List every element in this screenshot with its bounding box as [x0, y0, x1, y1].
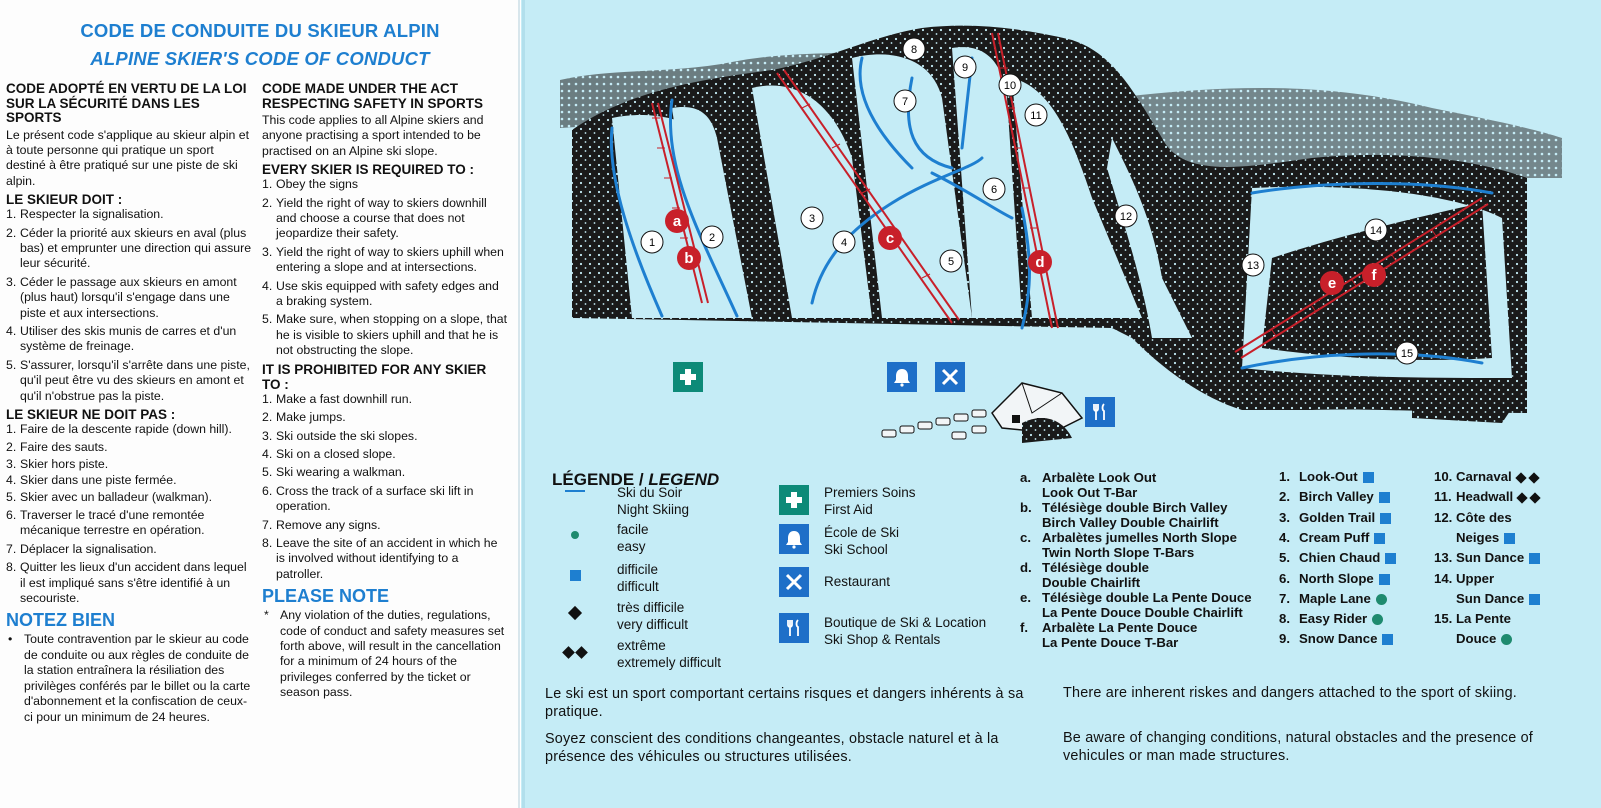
- item-text: Obey the signs: [276, 177, 359, 192]
- trail-marker: [954, 56, 976, 78]
- trail-marker: [701, 226, 723, 248]
- legend-ski-school: [824, 525, 899, 558]
- trail-marker: [833, 231, 855, 253]
- first-aid-icon: [779, 485, 809, 515]
- svg-text:13: 13: [1246, 260, 1260, 272]
- item-text: Yield the right of way to skiers downhill and choose a course that does not jeopardize their safety.: [276, 195, 487, 241]
- lift-en: La Pente Douce T-Bar: [1042, 635, 1179, 650]
- item-number: 5.: [262, 312, 273, 327]
- item-number: 4.: [262, 446, 273, 461]
- trail-name: Birch Valley: [1299, 489, 1374, 505]
- item-number: 4.: [262, 278, 273, 293]
- french-column: [6, 82, 252, 725]
- legend-fr: très difficile: [617, 600, 685, 615]
- lift-fr: Arbalète La Pente Douce: [1042, 620, 1198, 635]
- trail-item: [1279, 591, 1387, 606]
- item-text: Traverser le tracé d'une remontée mécanique terrestre en opération.: [20, 508, 205, 538]
- trail-marker: [1115, 205, 1137, 227]
- item-text: Leave the site of an accident in which he is involved without identifying to a patroller.: [276, 535, 498, 581]
- blue-square-icon: [1380, 513, 1391, 524]
- item-text: Make jumps.: [276, 410, 346, 425]
- trail-item: [1279, 530, 1385, 545]
- item-text: Ski on a closed slope.: [276, 446, 396, 461]
- english-must-heading: EVERY SKIER IS REQUIRED TO :: [262, 162, 475, 178]
- lift-fr: Télésiège double: [1042, 560, 1149, 575]
- note-text: Any violation of the duties, regulations, code of conduct and safety measures set forth above, will result in the cancellation for a minimum of 24 hours of the privileges conferred by the ticket or season pass.: [280, 608, 505, 700]
- english-mustnot-heading: IT IS PROHIBITED FOR ANY SKIER TO :: [262, 361, 487, 392]
- item-text: Remove any signs.: [276, 517, 381, 532]
- item-text: Skier avec un balladeur (walkman).: [20, 489, 213, 504]
- list-item: [6, 207, 252, 222]
- list-item: [262, 465, 508, 480]
- legend-first-aid: [824, 485, 916, 518]
- blue-square-icon: [1529, 553, 1540, 564]
- svg-text:14: 14: [1369, 225, 1383, 237]
- item-text: Céder la priorité aux skieurs en aval (plus bas) et emprunter une direction qui assure leur sécurité.: [20, 225, 252, 271]
- trail-marker: [1025, 104, 1047, 126]
- item-text: Make sure, when stopping on a slope, that he is visible to skiers uphill and that he is not obstructing the slope.: [276, 312, 508, 358]
- warning-en-2: Be aware of changing conditions, natural obstacles and the presence of vehicules or man made structures.: [1063, 730, 1534, 764]
- lift-key: d.: [1020, 560, 1032, 575]
- legend-easy: [617, 522, 649, 555]
- ski-shop-icon: [1085, 397, 1115, 427]
- lift-fr: Télésiège double Birch Valley: [1042, 500, 1228, 515]
- warning-fr-2: Soyez conscient des conditions changeantes, obstacle naturel et à la présence des véhicules ou structures utilisées.: [545, 731, 999, 765]
- legend-en: easy: [617, 538, 646, 554]
- black-diamond-symbol: [560, 599, 590, 627]
- item-number: 1.: [262, 391, 273, 406]
- trail-number: 15.: [1434, 611, 1453, 627]
- blue-square-symbol: [560, 561, 590, 589]
- french-must-heading: LE SKIEUR DOIT :: [6, 192, 123, 208]
- trail-name: Neiges: [1456, 529, 1500, 545]
- blue-square-icon: [1385, 553, 1396, 564]
- trail-item: [1434, 631, 1512, 646]
- item-text: Céder le passage aux skieurs en amont (plus haut) lorsqu'il s'engage dans une piste et aux intersections.: [20, 274, 237, 320]
- legend-en: very difficult: [617, 616, 689, 632]
- french-heading: CODE ADOPTÉ EN VERTU DE LA LOI SUR LA SÉCURITÉ DANS LES SPORTS: [6, 81, 247, 125]
- list-item: [262, 392, 508, 407]
- lift-marker: [665, 209, 689, 233]
- french-note: [6, 632, 252, 724]
- blue-square-icon: [1504, 533, 1515, 544]
- trail-name: Upper: [1456, 570, 1495, 586]
- blue-square-icon: [1379, 574, 1390, 585]
- trail-name: Sun Dance: [1456, 590, 1525, 606]
- list-item: [6, 473, 252, 488]
- green-dot-symbol: [560, 521, 590, 549]
- svg-text:9: 9: [961, 62, 969, 74]
- blue-square-icon: [1363, 472, 1374, 483]
- trail-name: Côte des: [1456, 509, 1512, 525]
- double-diamond-icon: [1518, 490, 1539, 505]
- lift-en: La Pente Douce Double Chairlift: [1042, 605, 1243, 620]
- trail-number: 4.: [1279, 529, 1290, 545]
- item-number: 6.: [6, 508, 17, 523]
- lift-marker: [878, 226, 902, 250]
- svg-text:b: b: [684, 250, 694, 267]
- list-item: [6, 440, 252, 455]
- trail-item: [1434, 510, 1512, 525]
- lift-en: Look Out T-Bar: [1042, 485, 1138, 500]
- english-must-list: [262, 177, 508, 358]
- list-item: [262, 245, 508, 276]
- item-number: 2.: [262, 195, 273, 210]
- svg-text:2: 2: [708, 232, 716, 244]
- english-note-heading: PLEASE NOTE: [262, 586, 390, 607]
- svg-text:e: e: [1327, 275, 1337, 292]
- trail-name: Easy Rider: [1299, 611, 1368, 627]
- trail-name: Snow Dance: [1299, 631, 1378, 647]
- blue-square-icon: [1374, 533, 1385, 544]
- legend-restaurant: [824, 574, 890, 591]
- item-number: 7.: [6, 541, 17, 556]
- lift-fr: Télésiège double La Pente Douce: [1042, 590, 1252, 605]
- trail-item: [1279, 550, 1396, 565]
- trail-item: [1434, 571, 1494, 586]
- english-intro: This code applies to all Alpine skiers and anyone practising a sport intended to be practised on an Alpine ski slope.: [262, 113, 484, 158]
- ski-shop-icon: [779, 613, 809, 643]
- legend-fr: extrême: [617, 638, 666, 653]
- title-english: ALPINE SKIER'S CODE OF CONDUCT: [90, 48, 430, 69]
- item-number: 2.: [6, 225, 17, 240]
- legend-fr: École de Ski: [824, 525, 900, 540]
- ski-area-map: [552, 18, 1572, 458]
- legend-en: Ski School: [824, 541, 888, 557]
- list-item: [262, 484, 508, 515]
- lift-key: b.: [1020, 500, 1032, 515]
- item-number: 3.: [262, 428, 273, 443]
- list-item: [262, 410, 508, 425]
- trail-name: Chien Chaud: [1299, 550, 1381, 566]
- legend-en: First Aid: [824, 501, 873, 517]
- trail-name: Look-Out: [1299, 469, 1358, 484]
- trail-number: 1.: [1279, 469, 1290, 484]
- list-item: [262, 177, 508, 192]
- french-mustnot-list: [6, 422, 252, 606]
- lift-fr: Arbalète Look Out: [1042, 470, 1157, 485]
- trail-item: [1279, 611, 1383, 626]
- list-item: [6, 358, 252, 404]
- item-text: Yield the right of way to skiers uphill when entering a slope and at intersections.: [276, 244, 504, 275]
- trail-marker: [983, 178, 1005, 200]
- lift-key: c.: [1020, 530, 1031, 545]
- trail-marker: [1396, 342, 1418, 364]
- item-number: 4.: [6, 473, 17, 488]
- lift-fr: Arbalètes jumelles North Slope: [1042, 530, 1237, 545]
- trail-marker: [940, 250, 962, 272]
- page-fold: [522, 0, 525, 808]
- trail-marker: [641, 231, 663, 253]
- trail-number: 10.: [1434, 469, 1453, 484]
- svg-text:5: 5: [947, 256, 955, 268]
- lift-en: Double Chairlift: [1042, 575, 1141, 590]
- french-note-heading: NOTEZ BIEN: [6, 610, 116, 631]
- trail-name: La Pente: [1456, 611, 1511, 627]
- trail-marker: [894, 90, 916, 112]
- code-of-conduct-panel: [0, 0, 520, 808]
- svg-text:15: 15: [1400, 348, 1414, 360]
- lift-marker: [1362, 263, 1386, 287]
- trail-item: [1279, 571, 1390, 586]
- trail-marker: [1242, 254, 1264, 276]
- list-item: [6, 275, 252, 321]
- first-aid-icon: [673, 362, 703, 392]
- item-number: 1.: [6, 422, 17, 436]
- list-item: [6, 490, 252, 505]
- english-column: [262, 82, 508, 701]
- svg-text:12: 12: [1119, 211, 1133, 223]
- green-dot-icon: [1501, 634, 1512, 645]
- trail-item: [1434, 611, 1511, 626]
- item-text: Respecter la signalisation.: [20, 207, 164, 222]
- legend-fr: Boutique de Ski & Location: [824, 615, 987, 630]
- trail-marker: [1365, 219, 1387, 241]
- english-heading: CODE MADE UNDER THE ACT RESPECTING SAFETY IN SPORTS: [262, 81, 484, 111]
- warning-en-1: There are inherent riskes and dangers attached to the sport of skiing.: [1063, 685, 1517, 701]
- lift-en: Birch Valley Double Chairlift: [1042, 515, 1219, 530]
- legend-fr: Premiers Soins: [824, 485, 916, 500]
- svg-text:6: 6: [990, 184, 998, 196]
- blue-square-icon: [1379, 492, 1390, 503]
- item-number: 1.: [6, 207, 17, 222]
- item-number: 5.: [262, 465, 273, 480]
- legend-ski-shop: [824, 615, 986, 648]
- trail-name: Carnaval: [1456, 469, 1512, 484]
- restaurant-icon: [779, 567, 809, 597]
- trail-item: [1279, 510, 1391, 525]
- trail-name: Golden Trail: [1299, 509, 1376, 525]
- trail-item: [1434, 489, 1539, 505]
- trail-number: 12.: [1434, 509, 1453, 525]
- trail-item: [1279, 469, 1374, 484]
- list-item: [262, 536, 508, 582]
- list-item: [6, 226, 252, 272]
- legend-difficult: [617, 562, 659, 595]
- french-mustnot-heading: LE SKIEUR NE DOIT PAS :: [6, 407, 176, 422]
- legend-fr: facile: [617, 522, 649, 537]
- legend-en: Ski Shop & Rentals: [824, 631, 941, 647]
- item-text: Make a fast downhill run.: [276, 391, 413, 406]
- list-item: [6, 457, 252, 472]
- item-number: 7.: [262, 517, 273, 532]
- svg-text:4: 4: [840, 237, 848, 249]
- trail-item: [1279, 631, 1393, 646]
- item-text: Déplacer la signalisation.: [20, 541, 157, 556]
- item-number: 1.: [262, 177, 273, 192]
- item-text: S'assurer, lorsqu'il s'arrête dans une piste, qu'il peut être vu des skieurs en amont et qu'il n'obstrue pas la piste.: [20, 357, 250, 403]
- list-item: [6, 560, 252, 606]
- item-text: Cross the track of a surface ski lift in operation.: [276, 483, 474, 514]
- list-item: [262, 196, 508, 242]
- legend-title-fr: LÉGENDE /: [552, 470, 644, 489]
- green-dot-icon: [1376, 594, 1387, 605]
- trail-number: 9.: [1279, 631, 1290, 647]
- legend-fr: Ski du Soir: [617, 485, 683, 500]
- item-number: 2.: [262, 410, 273, 425]
- trail-marker: [801, 207, 823, 229]
- legend-fr: difficile: [617, 562, 659, 577]
- english-note: [262, 608, 508, 700]
- item-text: Ski outside the ski slopes.: [276, 428, 418, 443]
- trail-number: 14.: [1434, 570, 1453, 586]
- trail-name: Douce: [1456, 631, 1497, 647]
- trail-item: [1434, 530, 1515, 545]
- legend-fr: Restaurant: [824, 574, 891, 589]
- legend-en: Night Skiing: [617, 501, 690, 517]
- list-item: [6, 542, 252, 557]
- night-skiing-symbol: [560, 477, 590, 505]
- legend-night-skiing: [617, 485, 689, 518]
- item-text: Ski wearing a walkman.: [276, 465, 406, 480]
- list-item: [262, 447, 508, 462]
- item-number: 3.: [262, 244, 273, 259]
- note-bullet: •: [8, 632, 13, 647]
- trail-name: Headwall: [1456, 489, 1514, 505]
- svg-text:8: 8: [910, 44, 918, 56]
- item-text: Utiliser des skis munis de carres et d'un système de freinage.: [20, 323, 237, 354]
- item-number: 2.: [6, 440, 17, 455]
- trail-number: 11.: [1434, 489, 1452, 505]
- trail-name: Sun Dance: [1456, 550, 1525, 566]
- lift-marker: [1320, 271, 1344, 295]
- green-dot-icon: [1372, 614, 1383, 625]
- item-number: 5.: [6, 489, 17, 504]
- svg-text:11: 11: [1030, 110, 1042, 122]
- item-text: Use skis equipped with safety edges and a braking system.: [276, 278, 499, 309]
- english-mustnot-list: [262, 392, 508, 582]
- list-item: [262, 312, 508, 358]
- item-number: 3.: [6, 274, 17, 289]
- trail-number: 13.: [1434, 550, 1453, 566]
- restaurant-icon: [935, 362, 965, 392]
- legend-very-difficult: [617, 600, 688, 633]
- trail-number: 6.: [1279, 570, 1290, 586]
- svg-text:d: d: [1035, 254, 1045, 271]
- trail-number: 3.: [1279, 509, 1290, 525]
- trail-number: 2.: [1279, 489, 1290, 505]
- lift-marker: [677, 246, 701, 270]
- trail-name: Maple Lane: [1299, 590, 1371, 606]
- item-number: 3.: [6, 456, 17, 471]
- trail-name: Cream Puff: [1299, 529, 1370, 545]
- title-french: CODE DE CONDUITE DU SKIEUR ALPIN: [80, 20, 440, 41]
- item-text: Faire des sauts.: [20, 440, 108, 455]
- legend-title-en: LEGEND: [648, 470, 720, 489]
- item-number: 5.: [6, 357, 17, 372]
- trail-name: North Slope: [1299, 570, 1374, 586]
- item-text: Skier dans une piste fermée.: [20, 473, 177, 488]
- double-diamond-icon: [1517, 470, 1538, 485]
- list-item: [262, 518, 508, 533]
- warning-fr-1: Le ski est un sport comportant certains risques et dangers inhérents à sa pratique.: [545, 686, 1024, 720]
- item-number: 8.: [262, 535, 273, 550]
- trail-number: 8.: [1279, 611, 1290, 627]
- trail-item: [1434, 469, 1538, 485]
- french-intro: Le présent code s'applique au skieur alpin et à toute personne qui pratique un sport destiné à être pratiqué sur une piste de ski alpin.: [6, 127, 249, 188]
- item-number: 8.: [6, 560, 17, 575]
- item-number: 4.: [6, 323, 17, 338]
- list-item: [6, 422, 252, 437]
- item-text: Faire de la descente rapide (down hill).: [20, 422, 232, 436]
- trail-number: 5.: [1279, 550, 1290, 566]
- item-text: Quitter les lieux d'un accident dans lequel il est impliqué sans s'être identifié à un secouriste.: [20, 560, 247, 606]
- list-item: [6, 508, 252, 539]
- svg-text:f: f: [1371, 267, 1377, 284]
- ski-school-bell-icon: [779, 524, 809, 554]
- note-text: Toute contravention par le skieur au code de conduite ou aux règles de conduite de la station entraînera la résiliation des privilèges conférés par le billet ou la carte d'abonnement et la confiscation de ceux-ci pour un minimum de 24 heures.: [24, 632, 251, 724]
- item-text: Skier hors piste.: [20, 456, 109, 471]
- lift-key: f.: [1020, 620, 1029, 635]
- double-black-diamond-symbol: [560, 638, 590, 666]
- trail-item: [1434, 550, 1540, 565]
- svg-text:1: 1: [648, 237, 656, 249]
- item-number: 6.: [262, 483, 273, 498]
- lift-key: e.: [1020, 590, 1031, 605]
- lift-en: Twin North Slope T-Bars: [1042, 545, 1195, 560]
- ski-school-bell-icon: [887, 362, 917, 392]
- lift-key: a.: [1020, 470, 1031, 485]
- svg-text:10: 10: [1003, 80, 1017, 92]
- svg-text:a: a: [672, 213, 682, 230]
- french-must-list: [6, 207, 252, 404]
- trail-number: 7.: [1279, 590, 1290, 606]
- svg-text:7: 7: [901, 96, 909, 108]
- note-bullet: *: [264, 608, 269, 623]
- svg-text:c: c: [885, 230, 895, 247]
- trail-marker: [999, 74, 1021, 96]
- svg-text:3: 3: [808, 213, 816, 225]
- trail-marker: [903, 38, 925, 60]
- legend-en: difficult: [617, 578, 659, 594]
- trail-item: [1279, 489, 1390, 504]
- legend-en: extremely difficult: [617, 654, 722, 670]
- list-item: [262, 429, 508, 444]
- legend-extremely-difficult: [617, 638, 721, 671]
- trail-item: [1434, 591, 1540, 606]
- blue-square-icon: [1529, 594, 1540, 605]
- list-item: [6, 324, 252, 355]
- blue-square-icon: [1382, 634, 1393, 645]
- list-item: [262, 279, 508, 310]
- lift-marker: [1028, 250, 1052, 274]
